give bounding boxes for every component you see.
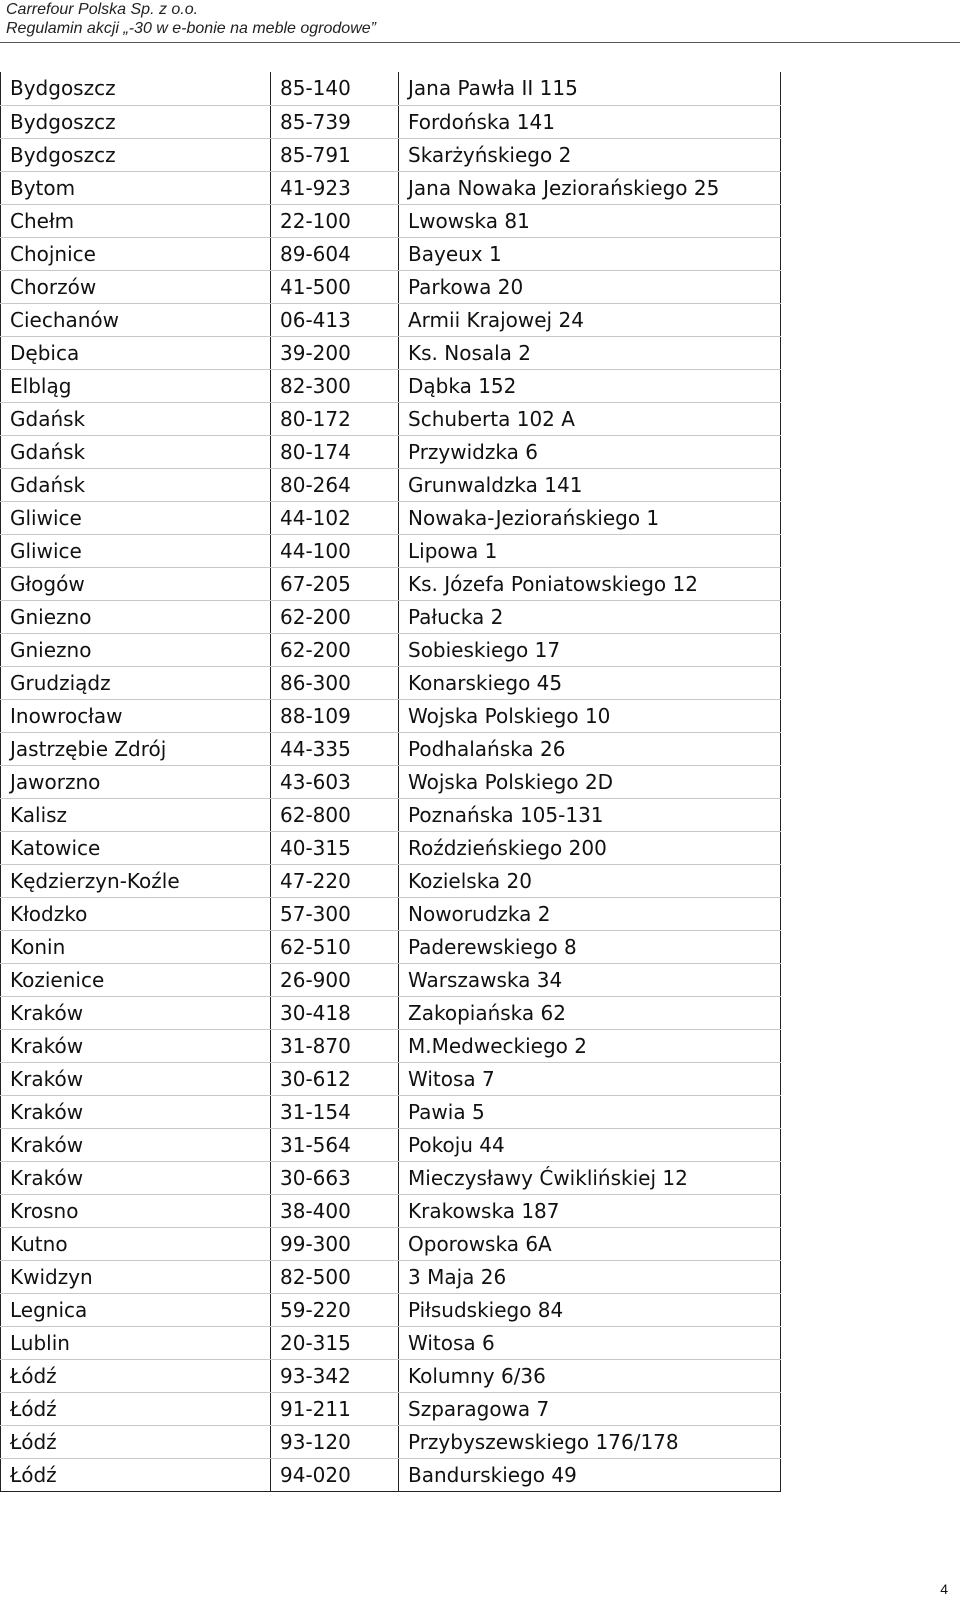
table-row	[1, 237, 781, 270]
postal-code-cell: 30-663	[271, 1161, 399, 1194]
postal-code-cell: 31-564	[271, 1128, 399, 1161]
page-header	[6, 0, 956, 38]
street-cell: Grunwaldzka 141	[399, 468, 781, 501]
postal-code-cell: 22-100	[271, 204, 399, 237]
postal-code-cell: 80-172	[271, 402, 399, 435]
postal-code-cell: 67-205	[271, 567, 399, 600]
street-cell: Dąbka 152	[399, 369, 781, 402]
postal-code-cell: 99-300	[271, 1227, 399, 1260]
table-row	[1, 1293, 781, 1326]
postal-code-cell: 44-100	[271, 534, 399, 567]
street-cell: Witosa 6	[399, 1326, 781, 1359]
city-cell: Legnica	[1, 1293, 271, 1326]
city-cell: Chorzów	[1, 270, 271, 303]
postal-code-cell: 41-923	[271, 171, 399, 204]
street-cell: Ks. Józefa Poniatowskiego 12	[399, 567, 781, 600]
city-cell: Łódź	[1, 1458, 271, 1491]
postal-code-cell: 62-800	[271, 798, 399, 831]
street-cell: Mieczysławy Ćwiklińskiej 12	[399, 1161, 781, 1194]
street-cell: 3 Maja 26	[399, 1260, 781, 1293]
table-row	[1, 1062, 781, 1095]
postal-code-cell: 38-400	[271, 1194, 399, 1227]
city-cell: Inowrocław	[1, 699, 271, 732]
city-cell: Bydgoszcz	[1, 138, 271, 171]
table-row	[1, 699, 781, 732]
table-row	[1, 72, 781, 105]
street-cell: Noworudzka 2	[399, 897, 781, 930]
city-cell: Gniezno	[1, 633, 271, 666]
table-row	[1, 204, 781, 237]
table-row	[1, 105, 781, 138]
city-cell: Grudziądz	[1, 666, 271, 699]
table-row	[1, 1326, 781, 1359]
street-cell: Lwowska 81	[399, 204, 781, 237]
street-cell: Poznańska 105-131	[399, 798, 781, 831]
table-row	[1, 600, 781, 633]
postal-code-cell: 62-200	[271, 600, 399, 633]
table-row	[1, 402, 781, 435]
table-row	[1, 534, 781, 567]
postal-code-cell: 93-120	[271, 1425, 399, 1458]
postal-code-cell: 89-604	[271, 237, 399, 270]
city-cell: Kwidzyn	[1, 1260, 271, 1293]
city-cell: Bytom	[1, 171, 271, 204]
postal-code-cell: 62-510	[271, 930, 399, 963]
street-cell: Wojska Polskiego 2D	[399, 765, 781, 798]
street-cell: Armii Krajowej 24	[399, 303, 781, 336]
postal-code-cell: 57-300	[271, 897, 399, 930]
street-cell: Ks. Nosala 2	[399, 336, 781, 369]
city-cell: Chojnice	[1, 237, 271, 270]
table-row	[1, 1260, 781, 1293]
postal-code-cell: 93-342	[271, 1359, 399, 1392]
table-row	[1, 369, 781, 402]
table-row	[1, 1128, 781, 1161]
street-cell: Kolumny 6/36	[399, 1359, 781, 1392]
postal-code-cell: 26-900	[271, 963, 399, 996]
postal-code-cell: 82-500	[271, 1260, 399, 1293]
table-row	[1, 171, 781, 204]
postal-code-cell: 86-300	[271, 666, 399, 699]
city-cell: Łódź	[1, 1425, 271, 1458]
table-row	[1, 864, 781, 897]
postal-code-cell: 31-154	[271, 1095, 399, 1128]
postal-code-cell: 62-200	[271, 633, 399, 666]
city-cell: Kutno	[1, 1227, 271, 1260]
street-cell: M.Medweckiego 2	[399, 1029, 781, 1062]
postal-code-cell: 91-211	[271, 1392, 399, 1425]
table-row	[1, 765, 781, 798]
table-row	[1, 930, 781, 963]
postal-code-cell: 41-500	[271, 270, 399, 303]
table-row	[1, 1095, 781, 1128]
street-cell: Podhalańska 26	[399, 732, 781, 765]
postal-code-cell: 30-612	[271, 1062, 399, 1095]
street-cell: Piłsudskiego 84	[399, 1293, 781, 1326]
postal-code-cell: 44-335	[271, 732, 399, 765]
city-cell: Kraków	[1, 996, 271, 1029]
street-cell: Schuberta 102 A	[399, 402, 781, 435]
street-cell: Pałucka 2	[399, 600, 781, 633]
city-cell: Łódź	[1, 1392, 271, 1425]
table-row	[1, 1194, 781, 1227]
street-cell: Warszawska 34	[399, 963, 781, 996]
header-divider	[0, 42, 960, 43]
table-row	[1, 336, 781, 369]
street-cell: Bandurskiego 49	[399, 1458, 781, 1491]
street-cell: Konarskiego 45	[399, 666, 781, 699]
postal-code-cell: 80-174	[271, 435, 399, 468]
city-cell: Ciechanów	[1, 303, 271, 336]
street-cell: Bayeux 1	[399, 237, 781, 270]
table-row	[1, 831, 781, 864]
street-cell: Fordońska 141	[399, 105, 781, 138]
street-cell: Pokoju 44	[399, 1128, 781, 1161]
table-row	[1, 1161, 781, 1194]
street-cell: Paderewskiego 8	[399, 930, 781, 963]
street-cell: Parkowa 20	[399, 270, 781, 303]
store-address-table	[0, 72, 781, 1492]
street-cell: Jana Nowaka Jeziorańskiego 25	[399, 171, 781, 204]
street-cell: Nowaka-Jeziorańskiego 1	[399, 501, 781, 534]
street-cell: Jana Pawła II 115	[399, 72, 781, 105]
table-row	[1, 996, 781, 1029]
postal-code-cell: 94-020	[271, 1458, 399, 1491]
postal-code-cell: 30-418	[271, 996, 399, 1029]
city-cell: Gdańsk	[1, 468, 271, 501]
city-cell: Kozienice	[1, 963, 271, 996]
table-row	[1, 1029, 781, 1062]
city-cell: Lublin	[1, 1326, 271, 1359]
street-cell: Sobieskiego 17	[399, 633, 781, 666]
postal-code-cell: 88-109	[271, 699, 399, 732]
table-row	[1, 666, 781, 699]
postal-code-cell: 80-264	[271, 468, 399, 501]
city-cell: Chełm	[1, 204, 271, 237]
street-cell: Skarżyńskiego 2	[399, 138, 781, 171]
table-row	[1, 798, 781, 831]
street-cell: Zakopiańska 62	[399, 996, 781, 1029]
postal-code-cell: 20-315	[271, 1326, 399, 1359]
table-row	[1, 303, 781, 336]
regulation-title: Regulamin akcji „-30 w e-bonie na meble ogrodowe”	[6, 20, 376, 37]
table-row	[1, 1458, 781, 1491]
table-row	[1, 435, 781, 468]
postal-code-cell: 43-603	[271, 765, 399, 798]
city-cell: Bydgoszcz	[1, 105, 271, 138]
city-cell: Gniezno	[1, 600, 271, 633]
table-row	[1, 567, 781, 600]
city-cell: Bydgoszcz	[1, 72, 271, 105]
city-cell: Jaworzno	[1, 765, 271, 798]
street-cell: Pawia 5	[399, 1095, 781, 1128]
city-cell: Konin	[1, 930, 271, 963]
table-row	[1, 963, 781, 996]
city-cell: Gdańsk	[1, 402, 271, 435]
table-row	[1, 633, 781, 666]
street-cell: Wojska Polskiego 10	[399, 699, 781, 732]
city-cell: Kraków	[1, 1095, 271, 1128]
table-row	[1, 732, 781, 765]
table-row	[1, 270, 781, 303]
table-row	[1, 501, 781, 534]
city-cell: Elbląg	[1, 369, 271, 402]
postal-code-cell: 39-200	[271, 336, 399, 369]
city-cell: Jastrzębie Zdrój	[1, 732, 271, 765]
city-cell: Łódź	[1, 1359, 271, 1392]
postal-code-cell: 31-870	[271, 1029, 399, 1062]
postal-code-cell: 40-315	[271, 831, 399, 864]
table-row	[1, 1359, 781, 1392]
city-cell: Gdańsk	[1, 435, 271, 468]
street-cell: Przywidzka 6	[399, 435, 781, 468]
city-cell: Kędzierzyn-Koźle	[1, 864, 271, 897]
table-row	[1, 138, 781, 171]
street-cell: Witosa 7	[399, 1062, 781, 1095]
city-cell: Kraków	[1, 1029, 271, 1062]
table-row	[1, 1392, 781, 1425]
postal-code-cell: 82-300	[271, 369, 399, 402]
postal-code-cell: 85-140	[271, 72, 399, 105]
city-cell: Katowice	[1, 831, 271, 864]
city-cell: Dębica	[1, 336, 271, 369]
city-cell: Kraków	[1, 1128, 271, 1161]
city-cell: Kalisz	[1, 798, 271, 831]
city-cell: Kłodzko	[1, 897, 271, 930]
table-row	[1, 897, 781, 930]
street-cell: Kozielska 20	[399, 864, 781, 897]
street-cell: Krakowska 187	[399, 1194, 781, 1227]
city-cell: Kraków	[1, 1062, 271, 1095]
postal-code-cell: 85-791	[271, 138, 399, 171]
city-cell: Gliwice	[1, 534, 271, 567]
street-cell: Oporowska 6A	[399, 1227, 781, 1260]
table-row	[1, 1227, 781, 1260]
postal-code-cell: 06-413	[271, 303, 399, 336]
street-cell: Roździeńskiego 200	[399, 831, 781, 864]
postal-code-cell: 47-220	[271, 864, 399, 897]
city-cell: Głogów	[1, 567, 271, 600]
street-cell: Przybyszewskiego 176/178	[399, 1425, 781, 1458]
city-cell: Gliwice	[1, 501, 271, 534]
company-name: Carrefour Polska Sp. z o.o.	[6, 1, 199, 18]
table-row	[1, 1425, 781, 1458]
city-cell: Krosno	[1, 1194, 271, 1227]
table-row	[1, 468, 781, 501]
street-cell: Szparagowa 7	[399, 1392, 781, 1425]
page-number: 4	[940, 1581, 948, 1597]
postal-code-cell: 44-102	[271, 501, 399, 534]
postal-code-cell: 59-220	[271, 1293, 399, 1326]
street-cell: Lipowa 1	[399, 534, 781, 567]
city-cell: Kraków	[1, 1161, 271, 1194]
postal-code-cell: 85-739	[271, 105, 399, 138]
store-table-body	[1, 72, 781, 1491]
